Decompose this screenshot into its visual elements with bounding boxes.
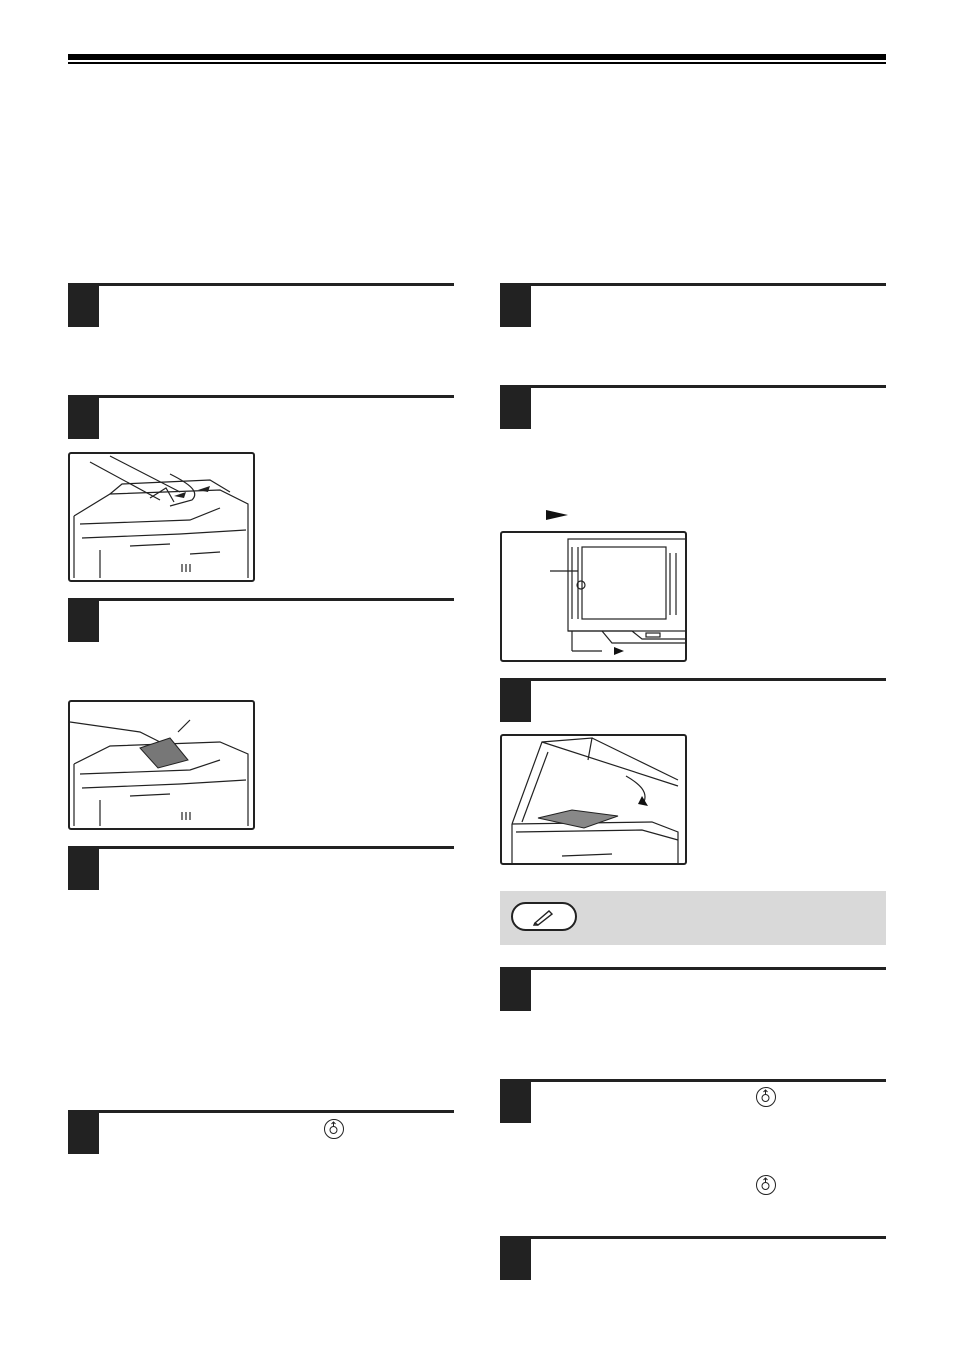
step-number-box: [68, 1110, 99, 1154]
step-rule: [99, 846, 454, 849]
step-number-box: [500, 967, 531, 1011]
step-rule: [99, 395, 454, 398]
pencil-icon: [531, 908, 555, 931]
step-number-box: [500, 283, 531, 327]
step-number-box: [500, 678, 531, 722]
document-glass-scale-figure: [500, 531, 687, 662]
step-number-box: [500, 1079, 531, 1123]
step-number-box: [68, 846, 99, 890]
close-cover-illustration: [502, 736, 685, 863]
note-label-pill: [511, 902, 577, 931]
feeder-insert-illustration: [70, 702, 253, 828]
step-number-box: [500, 385, 531, 429]
step-rule: [531, 385, 886, 388]
step-number-box: [68, 283, 99, 327]
header-rule-thin: [68, 62, 886, 64]
start-key-icon: [756, 1087, 776, 1107]
glass-scale-illustration: [502, 533, 685, 660]
close-cover-figure: [500, 734, 687, 865]
start-key-icon: [324, 1119, 344, 1139]
start-key-icon: [756, 1175, 776, 1195]
step-rule: [531, 678, 886, 681]
document-feeder-guides-figure: [68, 452, 255, 582]
document-feeder-insert-figure: [68, 700, 255, 830]
step-rule: [531, 283, 886, 286]
note-box: [500, 891, 886, 945]
feeder-guides-illustration: [70, 454, 253, 580]
right-triangle-icon: [546, 508, 568, 526]
step-number-box: [68, 395, 99, 439]
step-rule: [531, 967, 886, 970]
step-rule: [99, 283, 454, 286]
step-rule: [99, 598, 454, 601]
step-number-box: [500, 1236, 531, 1280]
step-rule: [531, 1236, 886, 1239]
step-number-box: [68, 598, 99, 642]
header-rule-thick: [68, 54, 886, 60]
step-rule: [531, 1079, 886, 1082]
step-rule: [99, 1110, 454, 1113]
